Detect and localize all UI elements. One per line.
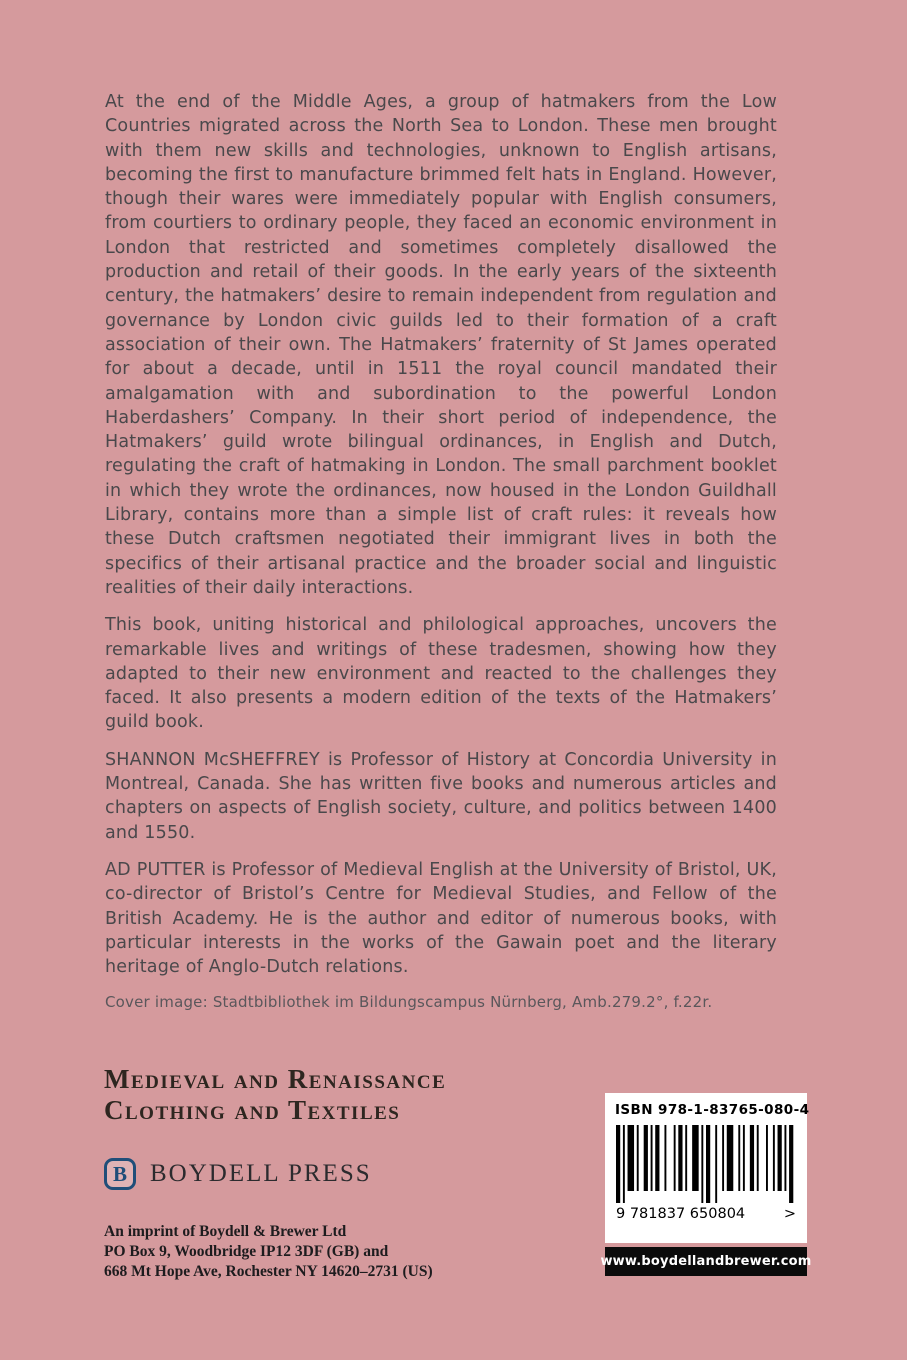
barcode-quiet-zone-indicator: > bbox=[783, 1206, 796, 1222]
barcode-number: 9 781837 650804 bbox=[616, 1206, 746, 1222]
isbn-label: ISBN 978-1-83765-080-4 bbox=[615, 1102, 810, 1118]
logo-letter: B bbox=[112, 1161, 127, 1186]
blurb-paragraph-2: This book, uniting historical and philological approaches, uncovers the remarkable lives and writings of these tradesmen, showing how they adapted to their new environment and reacted to the challenges they faced. It also presents a modern edition of the texts of the Hatmakers’ guild book. bbox=[105, 615, 777, 733]
imprint-address bbox=[104, 1222, 433, 1282]
series-title-line1: Medieval and Renaissance bbox=[104, 1064, 447, 1094]
publisher-block bbox=[104, 1158, 372, 1190]
isbn-barcode-box bbox=[605, 1093, 810, 1243]
barcode-number-row bbox=[615, 1206, 797, 1222]
imprint-line-1: An imprint of Boydell & Brewer Ltd bbox=[104, 1223, 347, 1240]
publisher-name: BOYDELL PRESS bbox=[150, 1160, 372, 1187]
blurb-paragraph-1: At the end of the Middle Ages, a group of hatmakers from the Low Countries migrated across the North Sea to London. These men brought with them new skills and technologies, unknown to English artisans, becoming the first to manufacture brimmed felt hats in England. However, though their wares were immediately popular with English consumers, from courtiers to ordinary people, they faced an economic environment in London that restricted and sometimes completely disallowed the production and retail of their goods. In the early years of the sixteenth century, the hatmakers’ desire to remain independent from regulation and governance by London civic guilds led to their formation of a craft association of their own. The Hatmakers’ fraternity of St James operated for about a decade, until in 1511 the royal council mandated their amalgamation with and subordination to the powerful London Haberdashers’ Company. In their short period of independence, the Hatmakers’ guild wrote bilingual ordinances, in English and Dutch, regulating the craft of hatmaking in London. The small parchment booklet in which they wrote the ordinances, now housed in the London Guildhall Library, contains more than a simple list of craft rules: it reveals how these Dutch craftsmen negotiated their immigrant lives in both the specifics of their artisanal practice and the broader social and linguistic realities of their daily interactions. bbox=[105, 92, 777, 598]
blurb-section bbox=[105, 90, 777, 1012]
imprint-line-3: 668 Mt Hope Ave, Rochester NY 14620–2731 (US) bbox=[104, 1263, 433, 1280]
cover-image-credit: Cover image: Stadtbibliothek im Bildungscampus Nürnberg, Amb.279.2°, f.22r. bbox=[105, 993, 713, 1012]
series-title-line2: Clothing and Textiles bbox=[104, 1095, 401, 1125]
imprint-line-2: PO Box 9, Woodbridge IP12 3DF (GB) and bbox=[104, 1243, 389, 1260]
series-title bbox=[104, 1064, 446, 1126]
author-bio-mcsheffrey: SHANNON McSHEFFREY is Professor of History at Concordia University in Montreal, Canada. She has written five books and numerous articles and chapters on aspects of English society, culture, and politics between 1400 and 1550. bbox=[105, 749, 777, 843]
barcode-bars-icon bbox=[616, 1125, 796, 1203]
publisher-website-strip bbox=[600, 1247, 812, 1276]
boydell-press-logo-icon bbox=[104, 1158, 136, 1190]
publisher-website: www.boydellandbrewer.com bbox=[600, 1254, 812, 1269]
author-bio-putter: AD PUTTER is Professor of Medieval English at the University of Bristol, UK, co-director of Bristol’s Centre for Medieval Studies, and Fellow of the British Academy. He is the author and editor of numerous books, with particular interests in the works of the Gawain poet and the literary heritage of Anglo-Dutch relations. bbox=[105, 859, 777, 978]
